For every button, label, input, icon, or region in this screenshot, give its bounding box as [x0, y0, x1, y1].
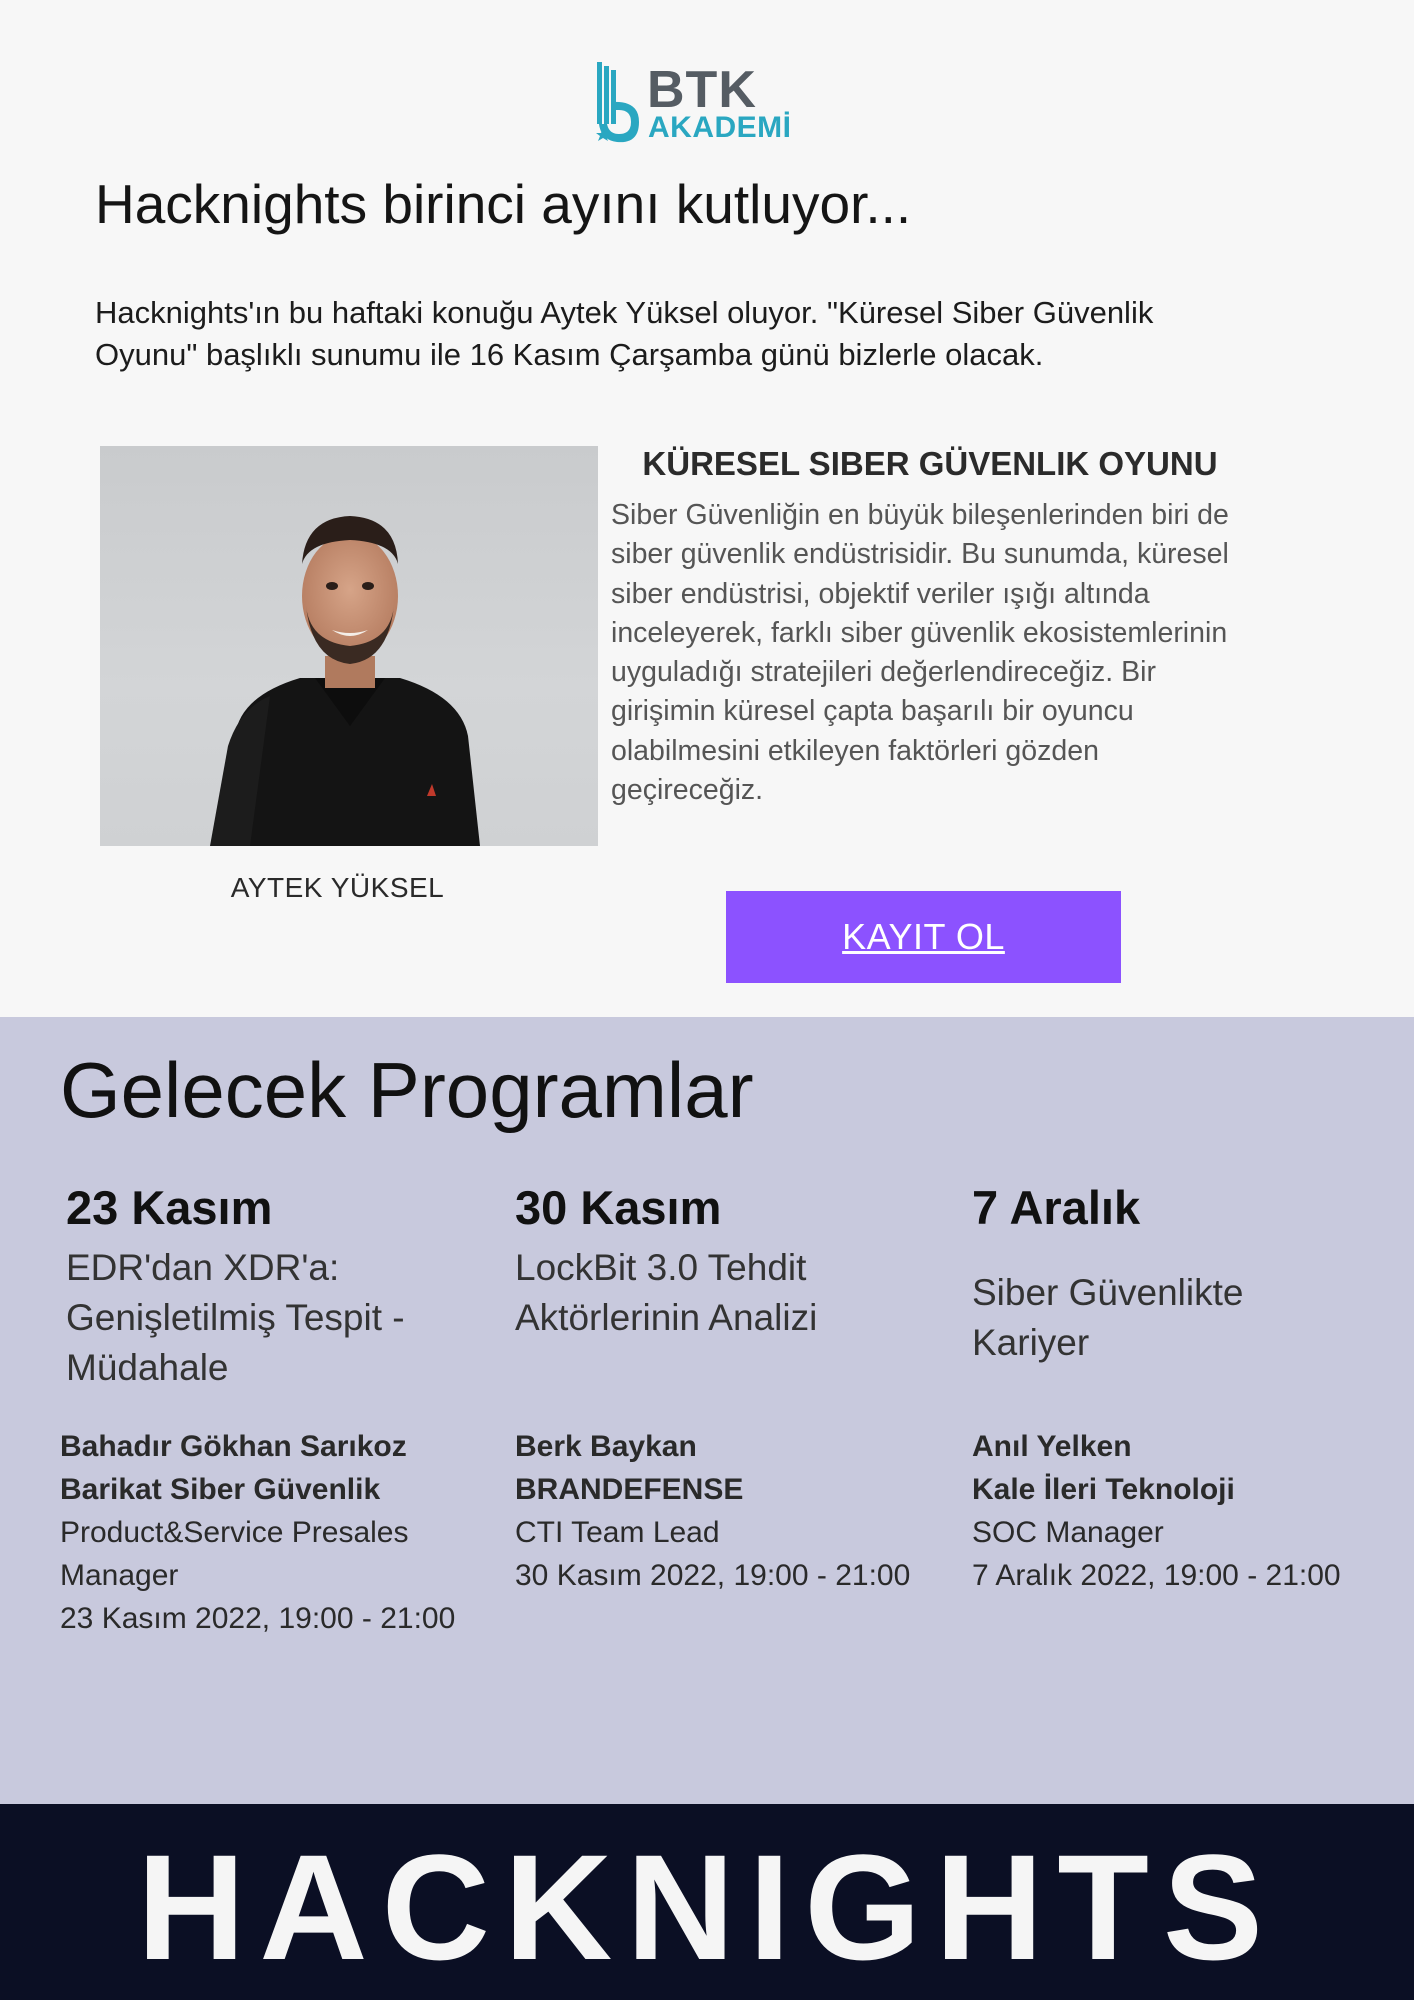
program-topic: LockBit 3.0 Tehdit Aktörlerinin Analizi [515, 1247, 818, 1338]
footer-title: HACKNIGHTS [137, 1823, 1277, 1991]
speaker-photo [100, 446, 598, 846]
program-speaker-name: Anıl Yelken [972, 1430, 1132, 1463]
program-speaker-role: SOC Manager [972, 1516, 1164, 1549]
program-speaker-company: BRANDEFENSE [515, 1473, 744, 1506]
intro-paragraph: Hacknights'ın bu haftaki konuğu Aytek Yüksel oluyor. "Küresel Siber Güvenlik Oyunu" başlıklı sunumu ile 16 Kasım Çarşamba günü bizlerle olacak. [95, 295, 1154, 372]
btk-akademi-logo [595, 62, 795, 146]
footer-banner [0, 1804, 1414, 2000]
upcoming-programs-section [0, 1017, 1414, 1804]
program-speaker-name: Berk Baykan [515, 1430, 697, 1463]
program-datetime: 23 Kasım 2022, 19:00 - 21:00 [60, 1602, 456, 1635]
program-speaker-role: Product&Service Presales Manager [60, 1516, 409, 1592]
program-speaker-name: Bahadır Gökhan Sarıkoz [60, 1430, 407, 1463]
program-speaker-company: Barikat Siber Güvenlik [60, 1473, 381, 1506]
btk-logo-icon [595, 62, 643, 144]
program-speaker-info [972, 1425, 1341, 1597]
program-datetime: 30 Kasım 2022, 19:00 - 21:00 [515, 1559, 911, 1592]
logo-akademi-text: AKADEMİ [648, 111, 792, 144]
program-speaker-role: CTI Team Lead [515, 1516, 720, 1549]
logo-btk-text: BTK [647, 61, 757, 119]
program-topic: Siber Güvenlikte Kariyer [972, 1272, 1244, 1363]
talk-title: KÜRESEL SIBER GÜVENLIK OYUNU [642, 445, 1218, 482]
program-datetime: 7 Aralık 2022, 19:00 - 21:00 [972, 1559, 1341, 1592]
program-date: 7 Aralık [972, 1181, 1141, 1234]
speaker-name: AYTEK YÜKSEL [230, 872, 445, 903]
program-speaker-company: Kale İleri Teknoloji [972, 1473, 1235, 1506]
program-speaker-info [60, 1425, 480, 1640]
talk-description: Siber Güvenliğin en büyük bileşenlerinden biri de siber güvenlik endüstrisidir. Bu sunumda, küresel siber endüstrisi, objektif veriler ışığı altında inceleyerek, farklı siber güvenlik ekosistemlerinin uyguladığı stratejileri değerlendireceğiz. Bir girişimin küresel çapta başarılı bir oyuncu olabilmesini etkileyen faktörleri gözden geçireceğiz. [611, 499, 1229, 807]
page-headline: Hacknights birinci ayını kutluyor... [95, 173, 912, 235]
program-topic: EDR'dan XDR'a: Genişletilmiş Tespit - Müdahale [66, 1247, 405, 1388]
program-date: 30 Kasım [515, 1181, 722, 1234]
programs-title: Gelecek Programlar [60, 1046, 754, 1134]
program-speaker-info [515, 1425, 910, 1597]
register-button[interactable]: KAYIT OL [726, 891, 1121, 983]
speaker-portrait-image [100, 446, 598, 846]
program-date: 23 Kasım [66, 1181, 273, 1234]
